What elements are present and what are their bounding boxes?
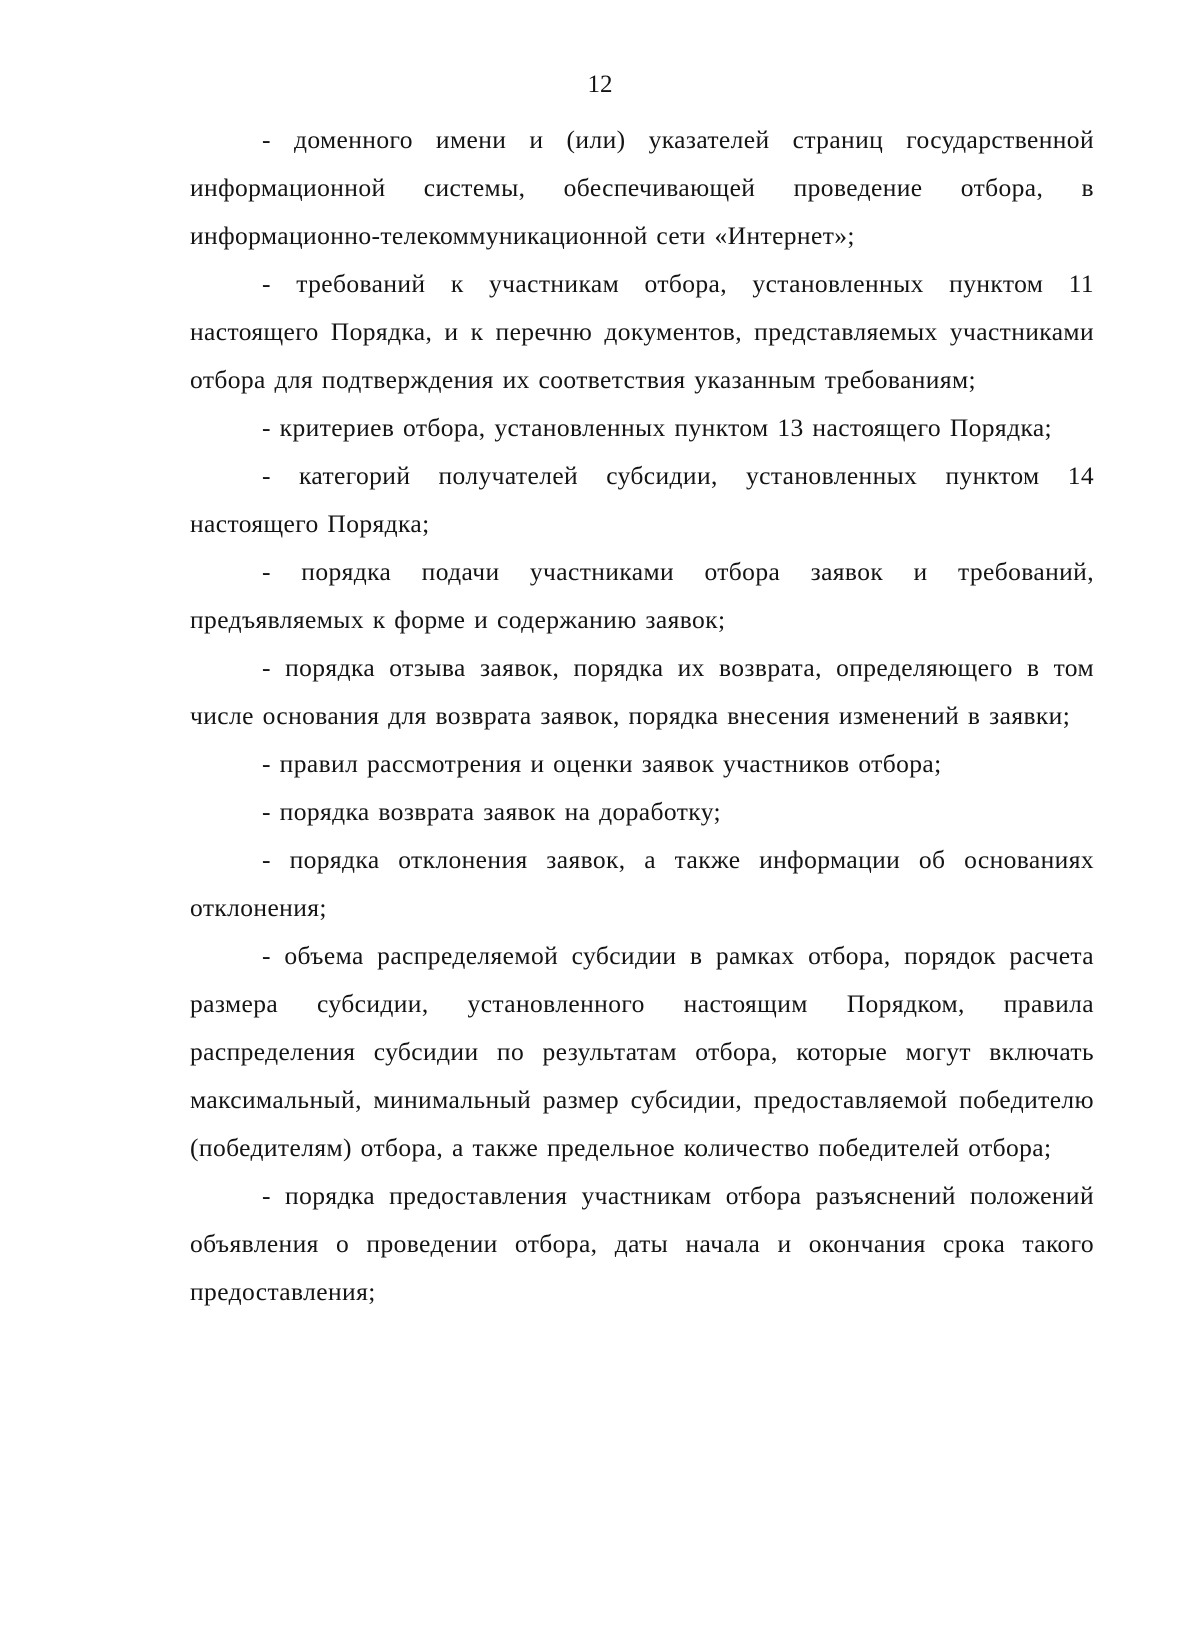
list-item-application-withdrawal: - порядка отзыва заявок, порядка их возврата, определяющего в том числе основания для возврата заявок, порядка внесения изменений в заявки; xyxy=(190,653,1094,730)
list-item-domain-name: - доменного имени и (или) указателей страниц государственной информационной системы, обеспечивающей проведение отбора, в информационно-телекоммуникационной сети «Интернет»; xyxy=(190,125,1094,250)
list-item-review-rules: - правил рассмотрения и оценки заявок участников отбора; xyxy=(262,749,942,778)
document-body xyxy=(190,116,1094,1316)
list-item-participant-requirements: - требований к участникам отбора, установленных пунктом 11 настоящего Порядка, и к перечню документов, представляемых участниками отбора для подтверждения их соответствия указанным требованиям; xyxy=(190,269,1094,394)
page-number: 12 xyxy=(587,71,613,98)
list-item-rejection: - порядка отклонения заявок, а также информации об основаниях отклонения; xyxy=(190,845,1094,922)
list-item-clarifications: - порядка предоставления участникам отбора разъяснений положений объявления о проведении отбора, даты начала и окончания срока такого предоставления; xyxy=(190,1181,1094,1306)
list-item-application-submission: - порядка подачи участниками отбора заявок и требований, предъявляемых к форме и содержанию заявок; xyxy=(190,557,1094,634)
list-item-selection-criteria: - критериев отбора, установленных пунктом 13 настоящего Порядка; xyxy=(262,413,1053,442)
list-item-return-for-revision: - порядка возврата заявок на доработку; xyxy=(262,797,721,826)
list-item-subsidy-volume: - объема распределяемой субсидии в рамках отбора, порядок расчета размера субсидии, установленного настоящим Порядком, правила распределения субсидии по результатам отбора, которые могут включать максимальный, минимальный размер субсидии, предоставляемой победителю (победителям) отбора, а также предельное количество победителей отбора; xyxy=(190,941,1094,1162)
list-item-recipient-categories: - категорий получателей субсидии, установленных пунктом 14 настоящего Порядка; xyxy=(190,461,1094,538)
